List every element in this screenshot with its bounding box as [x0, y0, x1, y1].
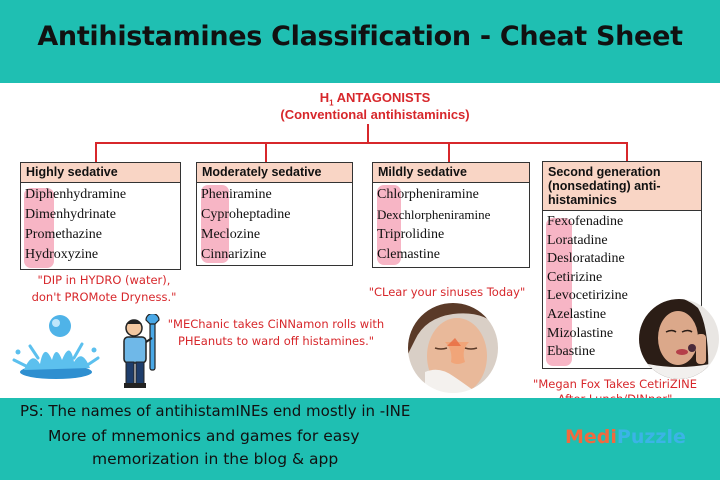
drug-item: Mizolastine — [547, 325, 614, 341]
drug-item: Loratadine — [547, 232, 608, 248]
footer-more-line2: memorization in the blog & app — [92, 450, 339, 468]
drug-item: Pheniramine — [201, 187, 272, 202]
category-label: Second generation (nonsedating) anti- histaminics — [543, 162, 701, 211]
drug-item: Clemastine — [377, 247, 440, 262]
connector-vertical-main — [367, 124, 369, 143]
diagram-subtitle: (Conventional antihistaminics) — [280, 107, 470, 122]
footer-more-line1: More of mnemonics and games for easy — [48, 427, 360, 445]
connector-drop-3 — [448, 142, 450, 162]
drug-item: Chlorpheniramine — [377, 187, 479, 202]
category-label: Moderately sedative — [197, 163, 352, 183]
mechanic-icon — [112, 314, 164, 396]
connector-drop-1 — [95, 142, 97, 162]
diagram-title: $H_1$ ANTAGONISTS — [319, 90, 431, 108]
drug-item: Cyproheptadine — [201, 207, 291, 222]
drug-item: Dimenhydrinate — [25, 207, 116, 222]
drug-item: Dexchlorpheniramine — [377, 207, 491, 222]
mnemonic-moderately-sedative: "MEChanic takes CiNNamon rolls with PHEanuts to ward off histamines." — [167, 317, 385, 348]
category-label: Highly sedative — [21, 163, 180, 183]
sinus-person-icon — [405, 300, 501, 396]
drug-item: Desloratadine — [547, 251, 625, 267]
category-box-mildly-sedative — [372, 162, 530, 268]
connector-drop-2 — [265, 142, 267, 162]
water-splash-icon — [10, 314, 102, 384]
category-box-highly-sedative — [20, 162, 181, 270]
drug-item: Levocetirizine — [547, 288, 628, 304]
brand-logo[interactable]: MediPuzzle — [565, 426, 686, 448]
drug-item: Azelastine — [547, 306, 607, 322]
drug-item: Fexofenadine — [547, 214, 624, 229]
drug-item: Meclozine — [201, 227, 261, 242]
page-title: Antihistamines Classification - Cheat Sheet — [37, 21, 683, 52]
mnemonic-second-generation: "Megan Fox Takes CetiriZINE — [533, 377, 697, 391]
footer-ps-note: PS: The names of antihistamINEs end mostly in -INE — [20, 402, 411, 420]
drug-item: Promethazine — [25, 227, 102, 242]
drug-item: Cinnarizine — [201, 247, 267, 262]
drug-item: Hydroxyzine — [25, 247, 99, 262]
category-box-moderately-sedative — [196, 162, 353, 266]
connector-drop-4 — [626, 142, 628, 162]
mnemonic-mildly-sedative: "CLear your sinuses Today" — [368, 285, 526, 299]
header-banner — [0, 0, 720, 83]
drug-item: Ebastine — [547, 344, 596, 360]
mnemonic-highly-sedative: "DIP in HYDRO (water), don't PROMote Dryness." — [31, 273, 177, 304]
drug-item: Diphenhydramine — [25, 187, 127, 202]
category-label: Mildly sedative — [373, 163, 529, 183]
woman-eating-icon — [638, 298, 720, 380]
connector-horizontal — [95, 142, 628, 144]
drug-item: Cetirizine — [547, 269, 603, 285]
drug-item: Triprolidine — [377, 227, 445, 242]
